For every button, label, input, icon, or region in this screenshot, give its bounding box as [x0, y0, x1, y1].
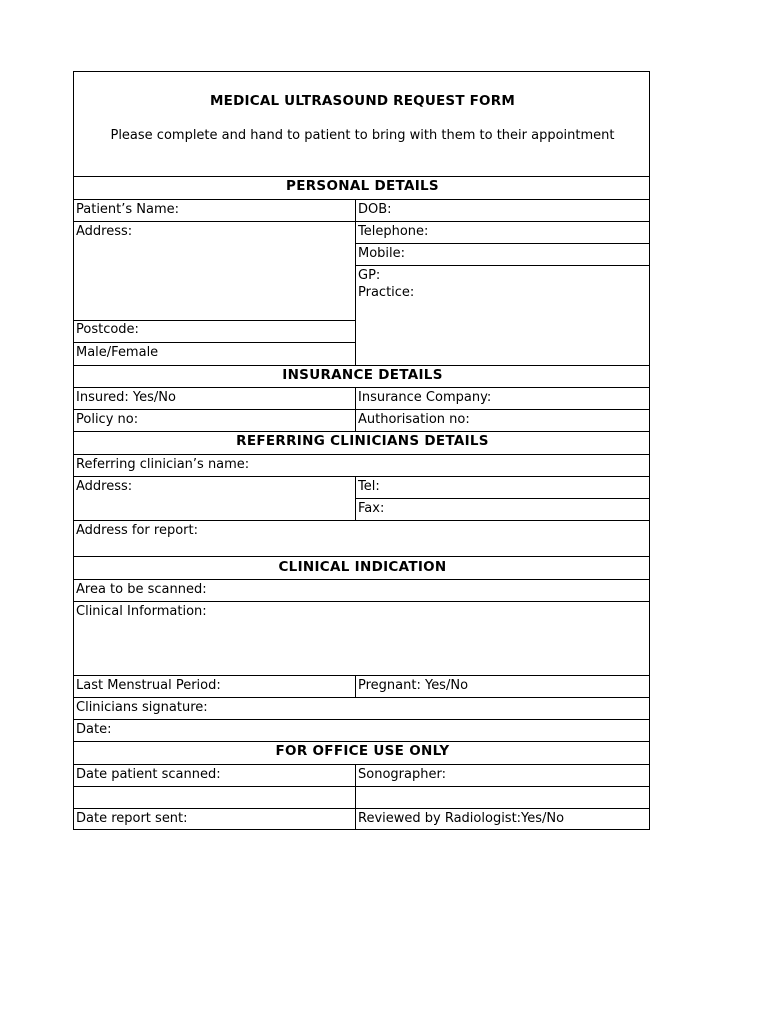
insured-field[interactable]: Insured: Yes/No: [76, 390, 176, 405]
section-heading-insurance: INSURANCE DETAILS: [282, 367, 443, 383]
rule: [355, 265, 649, 266]
form-subtitle: Please complete and hand to patient to bring with them to their appointment: [110, 128, 615, 143]
rule: [74, 719, 649, 720]
practice-field[interactable]: Practice:: [358, 285, 415, 300]
section-heading-personal: PERSONAL DETAILS: [286, 178, 439, 194]
clinician-tel-field[interactable]: Tel:: [358, 479, 380, 494]
insurance-company-field[interactable]: Insurance Company:: [358, 390, 492, 405]
clinician-address-field[interactable]: Address:: [76, 479, 133, 494]
pregnant-field[interactable]: Pregnant: Yes/No: [358, 678, 469, 693]
clinical-information-field[interactable]: Clinical Information:: [76, 604, 207, 619]
rule: [355, 498, 649, 499]
form-title: MEDICAL ULTRASOUND REQUEST FORM: [210, 93, 515, 109]
referring-clinician-name-field[interactable]: Referring clinician’s name:: [76, 457, 250, 472]
clinician-fax-field[interactable]: Fax:: [358, 501, 385, 516]
rule: [74, 431, 649, 432]
gp-field[interactable]: GP:: [358, 268, 381, 283]
section-heading-clinical: CLINICAL INDICATION: [278, 559, 447, 575]
section-heading-office: FOR OFFICE USE ONLY: [275, 743, 450, 759]
patient-address-field[interactable]: Address:: [76, 224, 133, 239]
telephone-field[interactable]: Telephone:: [358, 224, 429, 239]
last-menstrual-period-field[interactable]: Last Menstrual Period:: [76, 678, 221, 693]
date-patient-scanned-field[interactable]: Date patient scanned:: [76, 767, 221, 782]
date-report-sent-field[interactable]: Date report sent:: [76, 811, 188, 826]
rule: [74, 741, 649, 742]
scan-area-field[interactable]: Area to be scanned:: [76, 582, 207, 597]
rule: [74, 786, 649, 787]
reviewed-by-radiologist-field[interactable]: Reviewed by Radiologist:Yes/No: [358, 811, 565, 826]
rule: [74, 365, 649, 366]
rule: [74, 176, 649, 177]
postcode-field[interactable]: Postcode:: [76, 322, 139, 337]
sonographer-field[interactable]: Sonographer:: [358, 767, 446, 782]
authorisation-number-field[interactable]: Authorisation no:: [358, 412, 470, 427]
clinical-date-field[interactable]: Date:: [76, 722, 112, 737]
patient-name-field[interactable]: Patient’s Name:: [76, 202, 180, 217]
rule: [74, 556, 649, 557]
gender-field[interactable]: Male/Female: [76, 345, 159, 360]
report-address-field[interactable]: Address for report:: [76, 523, 198, 538]
section-heading-referring: REFERRING CLINICIANS DETAILS: [236, 433, 489, 449]
clinician-signature-field[interactable]: Clinicians signature:: [76, 700, 208, 715]
policy-number-field[interactable]: Policy no:: [76, 412, 139, 427]
dob-field[interactable]: DOB:: [358, 202, 392, 217]
mobile-field[interactable]: Mobile:: [358, 246, 406, 261]
ultrasound-request-form: [73, 71, 650, 830]
